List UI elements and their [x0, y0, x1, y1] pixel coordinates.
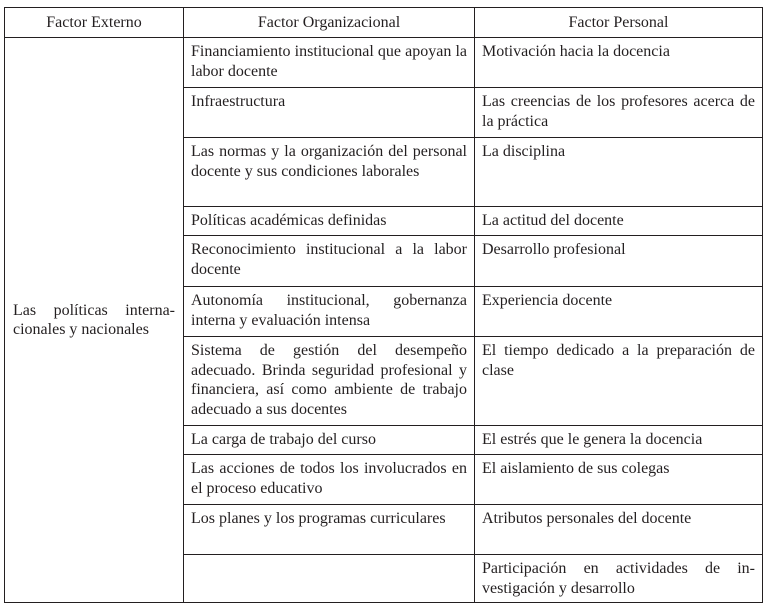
table-row	[5, 38, 763, 88]
factor-externo-cell: Las políticas internacionales y nacionales	[5, 38, 184, 603]
organizacional-cell: Las acciones de todos los involucrados en el proceso educativo	[184, 455, 475, 505]
organizacional-cell: Financiamiento institucional que apoyan la labor docente	[184, 38, 475, 88]
personal-cell: El aislamiento de sus colegas	[475, 455, 763, 505]
personal-cell: Las creencias de los profesores acerca de la práctica	[475, 88, 763, 138]
organizacional-cell: La carga de trabajo del curso	[184, 426, 475, 455]
organizacional-cell: Reconocimiento institucional a la labor docente	[184, 236, 475, 287]
organizacional-cell: Sistema de gestión del desempeño adecuado. Brinda seguridad profesional y financiera, así como ambiente de trabajo adecuado a sus docentes	[184, 337, 475, 426]
organizacional-cell: Los planes y los programas curriculares	[184, 505, 475, 555]
header-factor-personal: Factor Personal	[475, 8, 763, 38]
header-factor-externo: Factor Externo	[5, 8, 184, 38]
header-factor-organizacional: Factor Organizacional	[184, 8, 475, 38]
personal-cell: El estrés que le genera la docencia	[475, 426, 763, 455]
organizacional-cell-empty	[184, 555, 475, 603]
personal-cell: El tiempo dedicado a la preparación de clase	[475, 337, 763, 426]
personal-cell: Participación en actividades de investigación y desarrollo	[475, 555, 763, 603]
organizacional-cell: Autonomía institucional, gobernanza interna y evaluación intensa	[184, 287, 475, 337]
personal-cell: Atributos personales del docente	[475, 505, 763, 555]
header-row	[5, 8, 763, 38]
personal-cell: Experiencia docente	[475, 287, 763, 337]
organizacional-cell: Las normas y la organización del personal docente y sus condiciones laborales	[184, 138, 475, 207]
factors-table	[4, 7, 763, 603]
personal-cell: Desarrollo profesional	[475, 236, 763, 287]
organizacional-cell: Políticas académicas definidas	[184, 207, 475, 236]
organizacional-cell: Infraestructura	[184, 88, 475, 138]
personal-cell: La actitud del docente	[475, 207, 763, 236]
personal-cell: Motivación hacia la docencia	[475, 38, 763, 88]
personal-cell: La disciplina	[475, 138, 763, 207]
